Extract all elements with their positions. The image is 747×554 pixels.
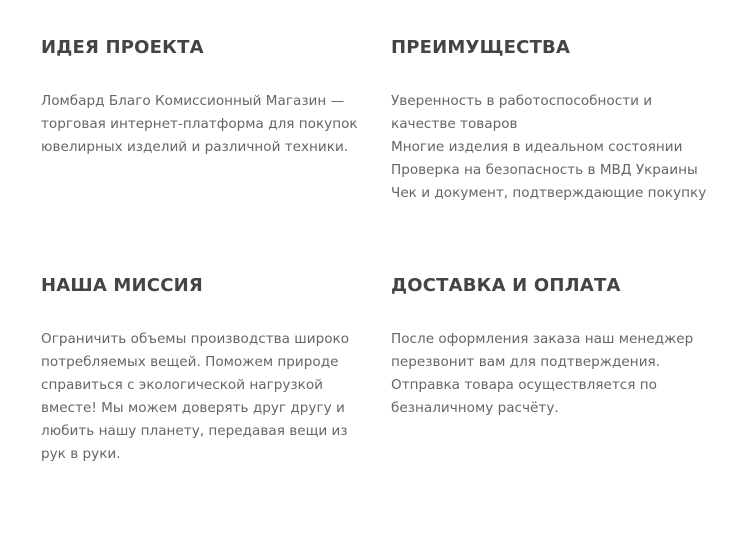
idea-block	[41, 36, 371, 159]
advantages-title: ПРЕИМУЩЕСТВА	[391, 37, 571, 58]
delivery-title: ДОСТАВКА И ОПЛАТА	[391, 275, 621, 296]
idea-text: Ломбард Благо Комиссионный Магазин — торговая интернет-платформа для покупок ювелирных изделий и различной техники.	[41, 93, 358, 155]
advantages-item: Проверка на безопасность в МВД Украины	[391, 162, 698, 178]
delivery-block	[391, 274, 721, 420]
advantages-block	[391, 36, 721, 205]
mission-block	[41, 274, 371, 466]
advantages-item: Чек и документ, подтверждающие покупку	[391, 185, 707, 201]
advantages-list	[391, 90, 721, 205]
mission-text: Ограничить объемы производства широко потребляемых вещей. Поможем природе справиться с экологической нагрузкой вместе! Мы можем доверять друг другу и любить нашу планету, передавая вещи из рук в руки.	[41, 331, 350, 462]
delivery-text: После оформления заказа наш менеджер перезвонит вам для подтверждения. Отправка товара осуществляется по безналичному расчёту.	[391, 331, 694, 416]
mission-title: НАША МИССИЯ	[41, 275, 203, 296]
advantages-item: Уверенность в работоспособности и качестве товаров	[391, 93, 653, 132]
advantages-item: Многие изделия в идеальном состоянии	[391, 139, 683, 155]
idea-title: ИДЕЯ ПРОЕКТА	[41, 37, 204, 58]
